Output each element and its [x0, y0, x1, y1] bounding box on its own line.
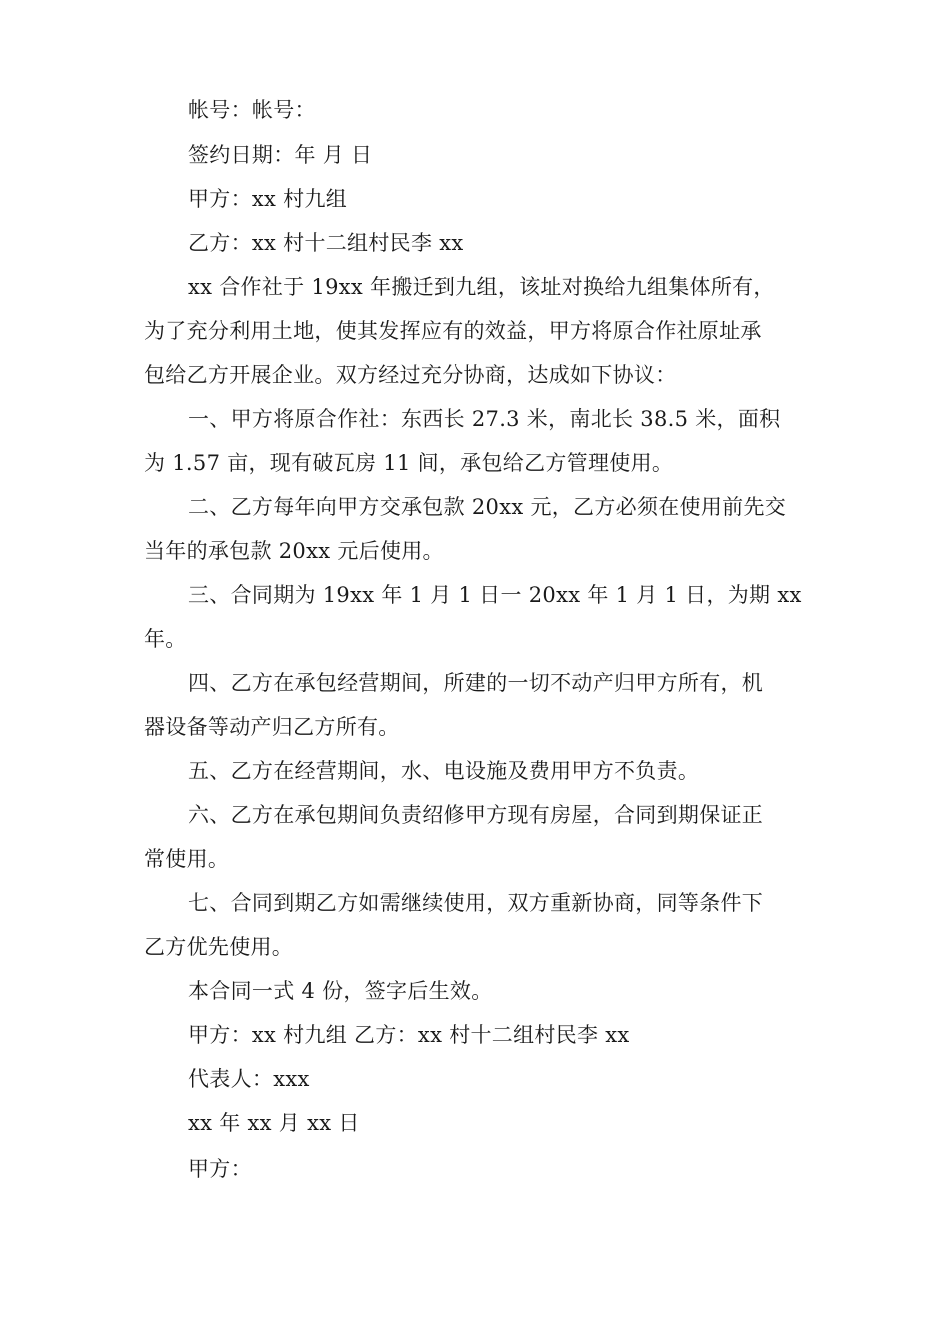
preamble-line-3: 包给乙方开展企业。双方经过充分协商，达成如下协议：: [144, 363, 677, 387]
clause-6-line-2: 常使用。: [144, 847, 230, 871]
clause-3-line-2: 年。: [144, 627, 187, 651]
account-line: 帐号：帐号：: [188, 98, 316, 122]
signing-date-line: 签约日期：年 月 日: [188, 143, 373, 167]
party-a-signature-line: 甲方：: [188, 1157, 252, 1181]
party-b-line: 乙方：xx 村十二组村民李 xx: [188, 231, 464, 255]
party-a-line: 甲方：xx 村九组: [188, 187, 348, 211]
clause-7-line-2: 乙方优先使用。: [144, 935, 294, 959]
clause-2-line-2: 当年的承包款 20xx 元后使用。: [144, 539, 444, 563]
clause-7-line-1: 七、合同到期乙方如需继续使用，双方重新协商，同等条件下: [188, 891, 764, 915]
clause-1-line-1: 一、甲方将原合作社：东西长 27.3 米，南北长 38.5 米，面积: [188, 407, 781, 431]
clause-2-line-1: 二、乙方每年向甲方交承包款 20xx 元，乙方必须在使用前先交: [188, 495, 787, 519]
clause-5-line: 五、乙方在经营期间，水、电设施及费用甲方不负责。: [188, 759, 700, 783]
representative-line: 代表人：xxx: [188, 1067, 310, 1091]
date-line: xx 年 xx 月 xx 日: [188, 1111, 360, 1135]
clause-6-line-1: 六、乙方在承包期间负责绍修甲方现有房屋，合同到期保证正: [188, 803, 764, 827]
copies-line: 本合同一式 4 份，签字后生效。: [188, 979, 493, 1003]
clause-4-line-2: 器设备等动产归乙方所有。: [144, 715, 400, 739]
preamble-line-1: xx 合作社于 19xx 年搬迁到九组，该址对换给九组集体所有，: [188, 275, 775, 299]
clause-3-line-1: 三、合同期为 19xx 年 1 月 1 日一 20xx 年 1 月 1 日，为期 xx: [188, 583, 802, 607]
clause-4-line-1: 四、乙方在承包经营期间，所建的一切不动产归甲方所有，机: [188, 671, 764, 695]
signature-parties-line: 甲方：xx 村九组 乙方：xx 村十二组村民李 xx: [188, 1023, 630, 1047]
preamble-line-2: 为了充分利用土地，使其发挥应有的效益，甲方将原合作社原址承: [144, 319, 762, 343]
clause-1-line-2: 为 1.57 亩，现有破瓦房 11 间，承包给乙方管理使用。: [144, 451, 674, 475]
